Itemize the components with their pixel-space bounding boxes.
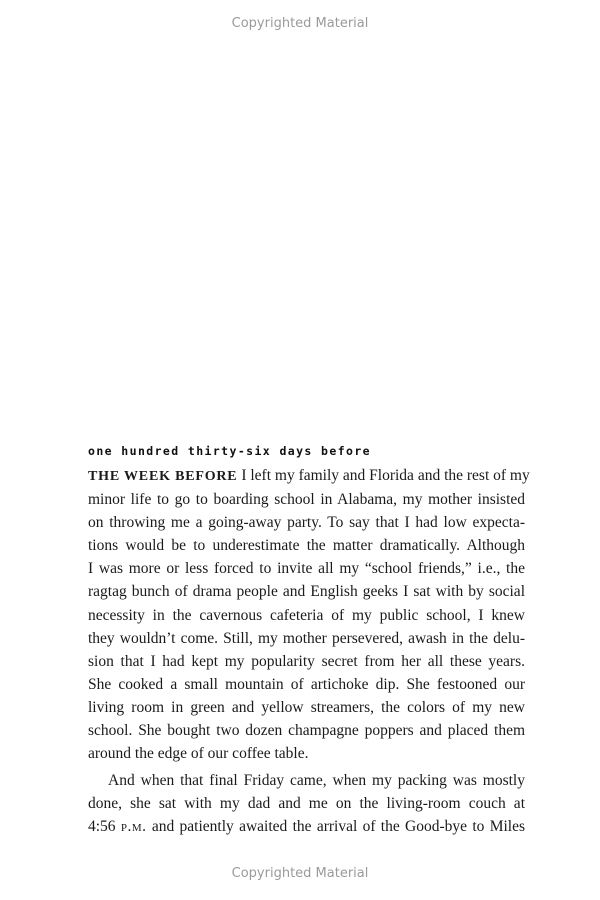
text-line: She cooked a small mountain of artichoke dip. She festooned our — [88, 675, 525, 693]
paragraph-1 — [88, 464, 530, 765]
text-line: living room in green and yellow streamers, the colors of my new — [88, 698, 525, 716]
lead-in-small-caps: THE WEEK BEFORE — [88, 469, 238, 484]
text-line: tions would be to underestimate the matter dramatically. Although — [88, 537, 525, 555]
text-line: minor life to go to boarding school in Alabama, my mother insisted — [88, 491, 525, 509]
text-line: around the edge of our coffee table. — [88, 745, 309, 763]
copyright-watermark-top: Copyrighted Material — [231, 16, 369, 31]
text-line: on throwing me a going-away party. To say that I had low expecta- — [88, 514, 525, 532]
text-line: necessity in the cavernous cafeteria of my public school, I knew — [88, 606, 525, 624]
text-line: And when that final Friday came, when my packing was mostly — [108, 772, 525, 790]
text-line: school. She bought two dozen champagne poppers and placed them — [88, 722, 525, 740]
text-line: done, she sat with my dad and me on the living-room couch at — [88, 795, 525, 813]
text-line: THE WEEK BEFORE I left my family and Florida and the rest of my — [88, 467, 530, 484]
text-line: ragtag bunch of drama people and English geeks I sat with by social — [88, 583, 525, 601]
copyright-watermark-bottom: Copyrighted Material — [231, 866, 369, 881]
text-line: sion that I had kept my popularity secret from her all these years. — [88, 652, 525, 670]
paragraph-2 — [88, 769, 525, 838]
text-line: they wouldn’t come. Still, my mother persevered, awash in the delu- — [88, 629, 525, 647]
text-line: I was more or less forced to invite all my “school friends,” i.e., the — [88, 560, 525, 578]
time-suffix: p.m. — [120, 818, 147, 836]
body-text — [88, 464, 530, 839]
chapter-heading: one hundred thirty-six days before — [88, 444, 372, 458]
text-line: 4:56 p.m. and patiently awaited the arrival of the Good-bye to Miles — [88, 818, 526, 836]
